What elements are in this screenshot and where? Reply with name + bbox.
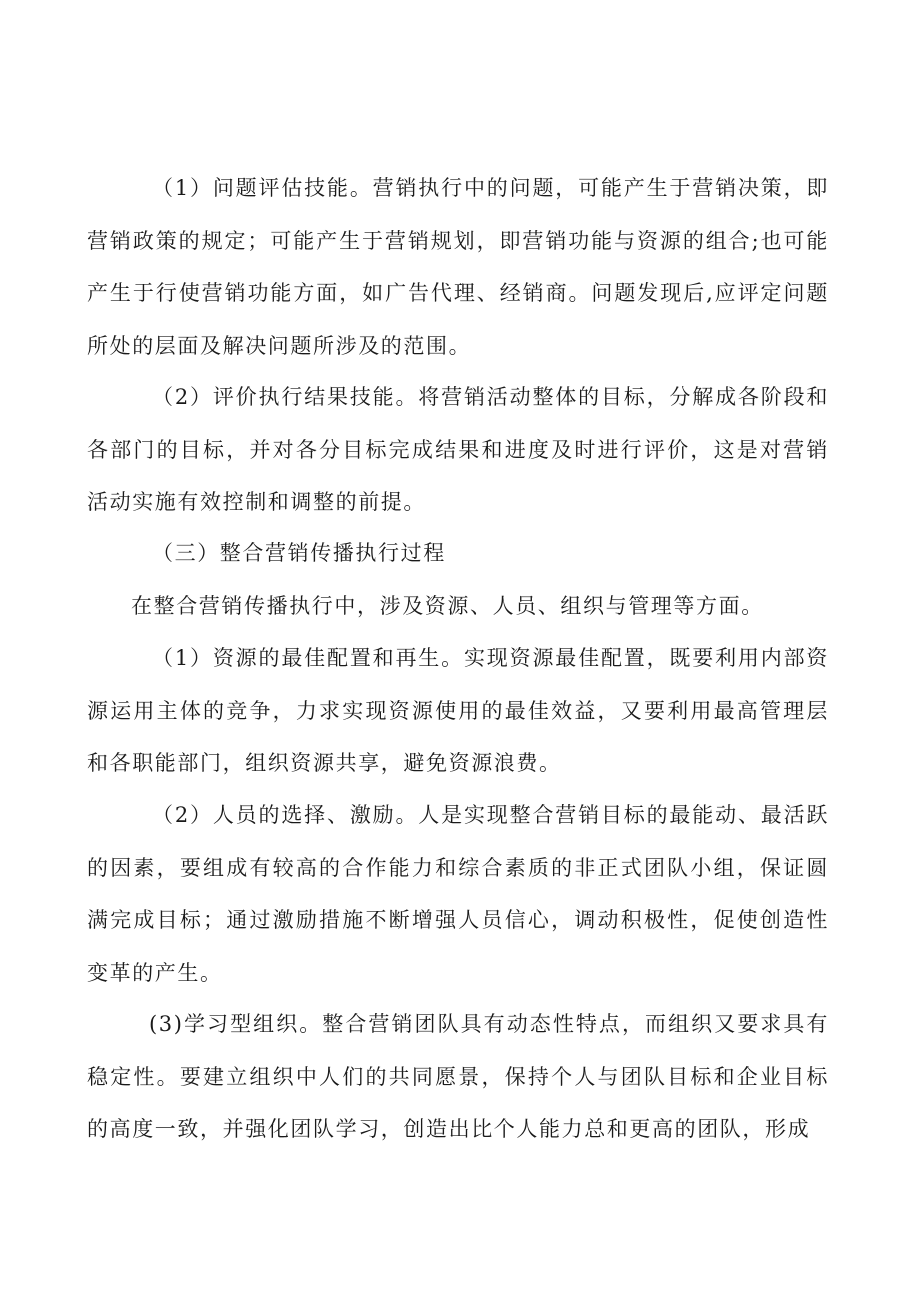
paragraph-execution-intro: 在整合营销传播执行中，涉及资源、人员、组织与管理等方面。 — [131, 594, 764, 618]
paragraph-resource-allocation: （1）资源的最佳配置和再生。实现资源最佳配置，既要利用内部资源运用主体的竞争，力求实现资源使用的最佳效益，又要利用最高管理层和各职能部门，组织资源共享，避免资源浪费。 — [87, 646, 829, 775]
paragraph-problem-assessment: （1）问题评估技能。营销执行中的问题，可能产生于营销决策，即营销政策的规定；可能产生于营销规划，即营销功能与资源的组合;也可能产生于行使营销功能方面，如广告代理、经销商。问题发现后,应评定问题所处的层面及解决问题所涉及的范围。 — [87, 176, 829, 358]
paragraph-learning-organization: (3)学习型组织。整合营销团队具有动态性特点，而组织又要求具有稳定性。要建立组织中人们的共同愿景，保持个人与团队目标和企业目标的高度一致，并强化团队学习，创造出比个人能力总和更高的团队，形成 — [87, 1012, 829, 1141]
paragraph-personnel-motivation: （2）人员的选择、激励。人是实现整合营销目标的最能动、最活跃的因素，要组成有较高的合作能力和综合素质的非正式团队小组，保证圆满完成目标；通过激励措施不断增强人员信心，调动积极性，促使创造性变革的产生。 — [87, 803, 829, 985]
paragraph-result-evaluation: （2）评价执行结果技能。将营销活动整体的目标，分解成各阶段和各部门的目标，并对各分目标完成结果和进度及时进行评价，这是对营销活动实施有效控制和调整的前提。 — [87, 385, 829, 514]
section-heading-execution-process: （三）整合营销传播执行过程 — [152, 541, 446, 565]
